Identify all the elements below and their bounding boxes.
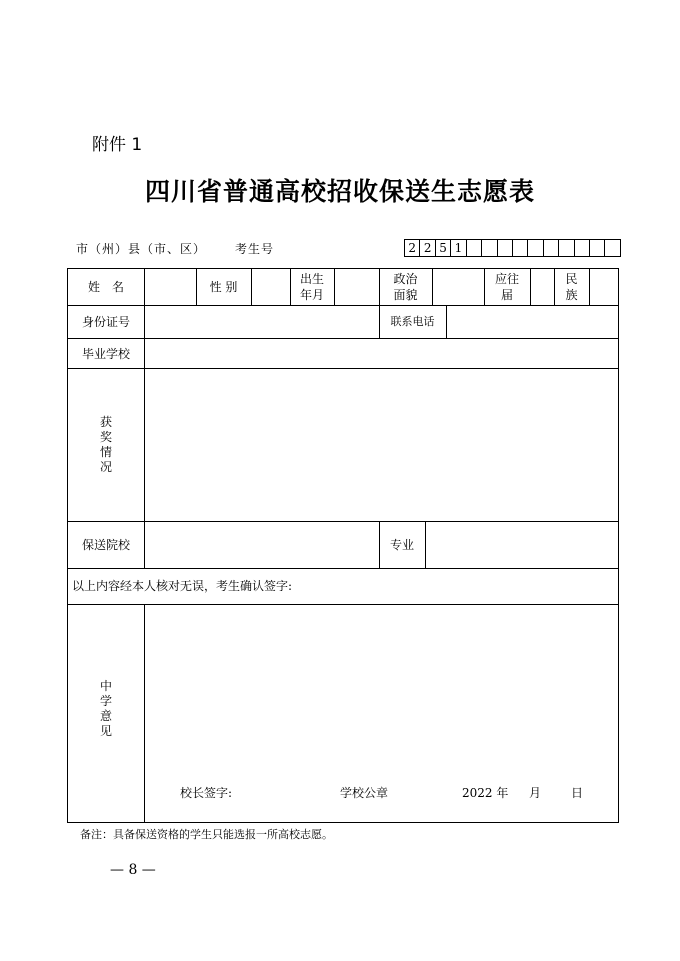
exam-digit-cell[interactable]: 5	[436, 240, 451, 256]
school-opinion-label: 中学意见	[99, 679, 112, 738]
political-status-field[interactable]	[433, 269, 484, 305]
name-label: 姓 名	[87, 280, 124, 294]
student-confirmation-text: 以上内容经本人核对无误，考生确认签字:	[72, 579, 293, 593]
ethnicity-field[interactable]	[590, 269, 618, 305]
date-month: 月	[529, 786, 542, 800]
graduate-year-label-line2: 届	[500, 288, 513, 302]
recommended-school-field[interactable]	[145, 522, 379, 568]
id-number-label: 身份证号	[81, 315, 130, 329]
student-signature-field[interactable]	[338, 569, 618, 604]
gender-label: 性 别	[209, 280, 238, 294]
exam-digit-cell[interactable]	[482, 240, 497, 256]
application-form-table	[67, 268, 619, 823]
exam-digit-cell[interactable]	[528, 240, 543, 256]
ethnicity-label-line2: 族	[565, 288, 578, 302]
major-field[interactable]	[426, 522, 618, 568]
political-status-label-line2: 面貌	[393, 288, 418, 302]
exam-digit-cell[interactable]: 1	[451, 240, 466, 256]
graduate-school-label: 毕业学校	[81, 347, 130, 361]
birth-date-label-line2: 年月	[299, 288, 324, 302]
exam-digit-cell[interactable]	[544, 240, 559, 256]
exam-digit-cell[interactable]: 2	[420, 240, 435, 256]
exam-digit-cell[interactable]	[575, 240, 590, 256]
remarks-note: 备注：具备保送资格的学生只能选报一所高校志愿。	[80, 828, 333, 841]
page-number: — 8 —	[110, 862, 156, 878]
exam-digit-cell[interactable]: 2	[405, 240, 420, 256]
name-field[interactable]	[145, 269, 196, 305]
gender-field[interactable]	[252, 269, 290, 305]
recommended-school-label: 保送院校	[81, 538, 130, 552]
school-opinion-field[interactable]	[145, 605, 618, 775]
exam-digit-cell[interactable]	[605, 240, 620, 256]
date-day: 日	[571, 786, 584, 800]
awards-label: 获奖情况	[99, 415, 112, 474]
exam-digit-cell[interactable]	[467, 240, 482, 256]
phone-field[interactable]	[447, 306, 618, 338]
exam-digit-cell[interactable]	[559, 240, 574, 256]
attachment-label: 附件 1	[92, 135, 143, 155]
birth-date-field[interactable]	[335, 269, 379, 305]
ethnicity-label-line1: 民	[565, 272, 578, 286]
exam-digit-cell[interactable]	[513, 240, 528, 256]
exam-digit-cell[interactable]	[498, 240, 513, 256]
major-label: 专业	[389, 538, 414, 552]
birth-date-label-line1: 出生	[299, 272, 324, 286]
awards-field[interactable]	[145, 369, 618, 521]
date-year: 2022 年	[462, 786, 509, 800]
school-seal-label: 学校公章	[340, 786, 389, 800]
city-district-label: 市（州）县（市、区）	[76, 242, 207, 256]
exam-digit-cell[interactable]	[590, 240, 605, 256]
exam-number-label: 考生号	[235, 242, 275, 256]
principal-signature-label: 校长签字:	[180, 786, 233, 800]
graduate-school-field[interactable]	[145, 339, 618, 368]
graduate-year-label-line1: 应往	[494, 272, 519, 286]
phone-label: 联系电话	[390, 315, 435, 328]
graduate-year-field[interactable]	[531, 269, 554, 305]
form-title: 四川省普通高校招收保送生志愿表	[144, 177, 535, 206]
exam-number-boxes[interactable]	[404, 239, 621, 257]
id-number-field[interactable]	[145, 306, 379, 338]
political-status-label-line1: 政治	[393, 272, 418, 286]
